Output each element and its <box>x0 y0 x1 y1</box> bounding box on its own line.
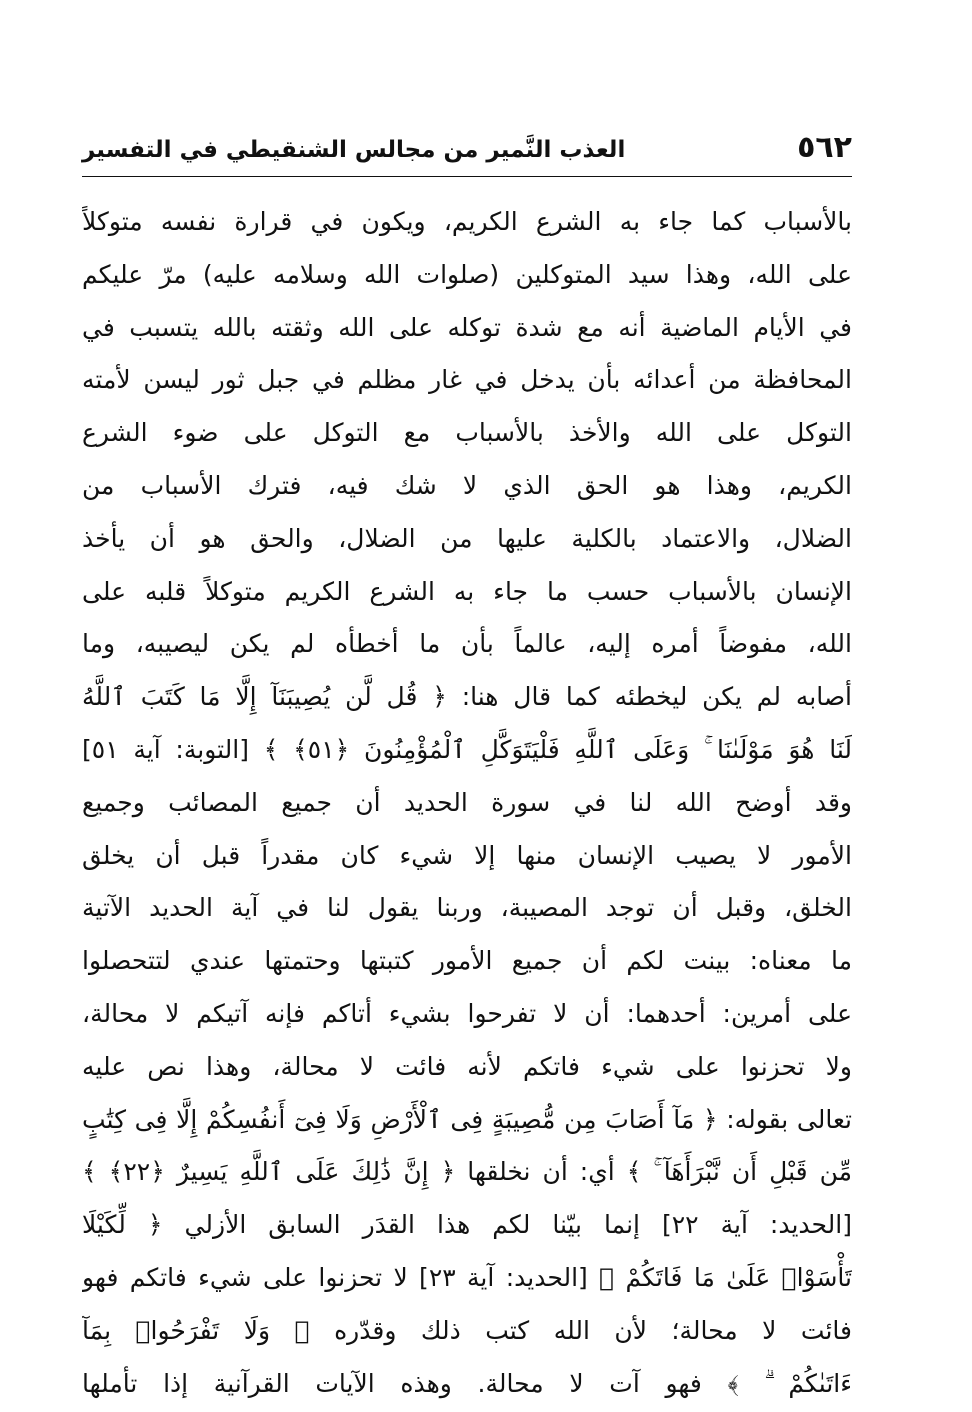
text-line: تَأْسَوْا۟ عَلَىٰ مَا فَاتَكُمْ ﴾ [الحديد: آية ٢٣] لا تحزنوا على شيء فاتكم فهو <box>82 1262 852 1292</box>
text-line: الله، مفوضاً أمره إليه، عالماً بأن ما أخطأه لم يكن ليصيبه، وما <box>82 629 852 659</box>
text-line: [الحديد: آية ٢٢] إنما بيّنا لكم هذا القدَر السابق الأزلي ﴿ لِّكَيْلَا <box>82 1210 852 1240</box>
text-line: الضلال، والاعتماد بالكلية عليها من الضلال، والحق هو أن يأخذ <box>82 523 852 553</box>
text-line: مِّن قَبْلِ أَن نَّبْرَأَهَآ ۚ ﴾ أي: أن نخلقها ﴿ إِنَّ ذَٰلِكَ عَلَى ٱللَّهِ يَسِيرٌ ﴿٢٢﴾ ﴾ <box>82 1157 852 1187</box>
text-line: في الأيام الماضية أنه مع شدة توكله على الله وثقته بالله يتسبب في <box>82 312 852 342</box>
text-line: وقد أوضح الله لنا في سورة الحديد أن جميع المصائب وجميع <box>82 787 852 817</box>
body-text <box>82 196 852 1410</box>
page-number: ٥٦٢ <box>797 130 852 165</box>
text-line: ءَاتَىٰكُمْ ۗ ﴾ فهو آت لا محالة. وهذه الآيات القرآنية إذا تأملها <box>82 1368 852 1398</box>
page-header <box>82 128 852 174</box>
running-title: العذب النَّمير من مجالس الشنقيطي في التفسير <box>82 137 626 163</box>
text-line: أصابه لم يكن ليخطئه كما قال هنا: ﴿ قُل لَّن يُصِيبَنَآ إِلَّا مَا كَتَبَ ٱللَّهُ <box>82 682 852 712</box>
text-line: تعالى بقوله: ﴿ مَآ أَصَابَ مِن مُّصِيبَةٍ فِى ٱلْأَرْضِ وَلَا فِىٓ أَنفُسِكُمْ إِلَّا فِى كِتَٰبٍ <box>82 1104 852 1134</box>
text-line: المحافظة من أعدائه بأن يدخل في غار مظلم في جبل ثور ليسن لأمته <box>82 365 852 395</box>
text-line: فائت لا محالة؛ لأن الله كتب ذلك وقدّره ﴿ وَلَا تَفْرَحُوا۟ بِمَآ <box>82 1315 852 1345</box>
text-line: التوكل على الله والأخذ بالأسباب مع التوكل على ضوء الشرع <box>82 418 852 448</box>
text-line: لَنَا هُوَ مَوْلَىٰنَا ۚ وَعَلَى ٱللَّهِ فَلْيَتَوَكَّلِ ٱلْمُؤْمِنُونَ ﴿٥١﴾ ﴾ [التوبة: آية ٥١] <box>82 734 852 764</box>
text-line: الخلق، وقبل أن توجد المصيبة، وربنا يقول لنا في آية الحديد الآتية <box>82 893 852 923</box>
text-line: ولا تحزنوا على شيء فاتكم لأنه فائت لا محالة، وهذا نص عليه <box>82 1051 852 1081</box>
text-line: بالأسباب كما جاء به الشرع الكريم، ويكون في قرارة نفسه متوكلاً <box>82 207 852 236</box>
text-line: على أمرين: أحدهما: أن لا تفرحوا بشيء أتاكم فإنه آتيكم لا محالة، <box>82 998 852 1028</box>
text-line: الإنسان بالأسباب حسب ما جاء به الشرع الكريم متوكلاً قلبه على <box>82 576 852 606</box>
text-line: الكريم، وهذا هو الحق الذي لا شك فيه، فترك الأسباب من <box>82 470 852 500</box>
text-line: الأمور لا يصيب الإنسان منها إلا شيء كان مقدراً قبل أن يخلق <box>82 840 852 870</box>
header-divider <box>82 176 852 177</box>
text-line: ما معناه: بينت لكم أن جميع الأمور كتبتها وحتمتها عندي لتتحصلوا <box>82 946 852 976</box>
text-line: على الله، وهذا سيد المتوكلين (صلوات الله وسلامه عليه) مرّ عليكم <box>82 259 852 289</box>
